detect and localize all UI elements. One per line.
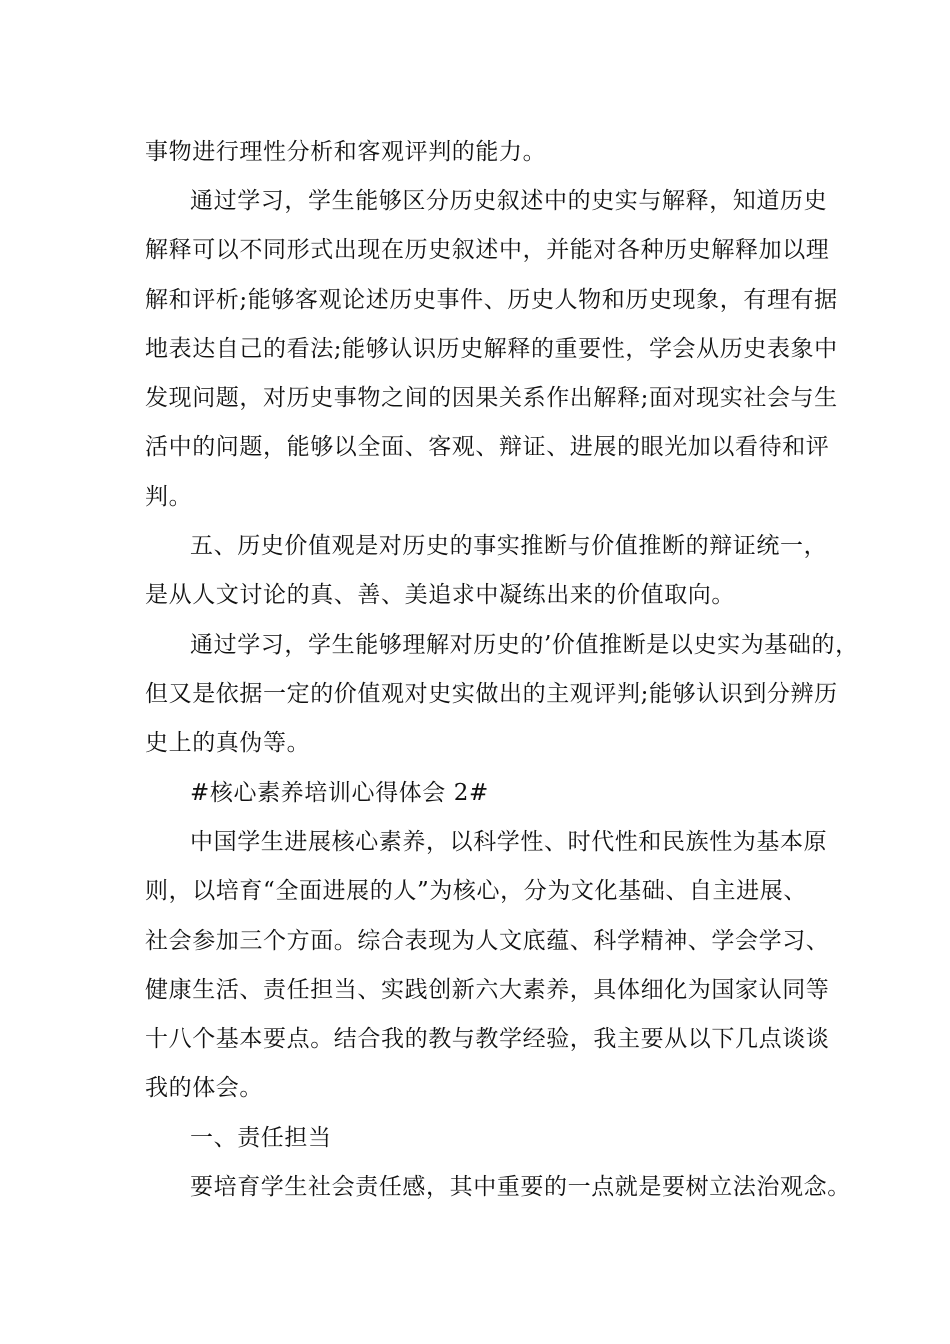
text-line: 史上的真伪等。 <box>145 730 311 756</box>
text-line: 判。 <box>145 484 193 510</box>
article-title: #核心素养培训心得体会 2# <box>190 780 489 806</box>
text-line: 但又是依据一定的价值观对史实做出的主观评判;能够认识到分辨历 <box>145 681 838 707</box>
text-line: 健康生活、责任担当、实践创新六大素养，具体细化为国家认同等 <box>145 977 830 1003</box>
paragraph-start-line: 要培育学生社会责任感，其中重要的一点就是要树立法治观念。 <box>190 1174 851 1200</box>
section-heading-line: 一、责任担当 <box>190 1125 332 1151</box>
text-line: 地表达自己的看法;能够认识历史解释的重要性，学会从历史表象中 <box>145 336 838 362</box>
text-line: 社会参加三个方面。综合表现为人文底蕴、科学精神、学会学习、 <box>145 928 830 954</box>
text-line: 活中的问题，能够以全面、客观、辩证、进展的眼光加以看待和评 <box>145 434 830 460</box>
paragraph-start-line: 通过学习，学生能够区分历史叙述中的史实与解释，知道历史 <box>190 188 828 214</box>
text-line: 解和评析;能够客观论述历史事件、历史人物和历史现象，有理有据 <box>145 287 838 313</box>
text-line: 十八个基本要点。结合我的教与教学经验，我主要从以下几点谈谈 <box>145 1026 830 1052</box>
text-line: 我的体会。 <box>145 1075 263 1101</box>
text-line: 解释可以不同形式出现在历史叙述中，并能对各种历史解释加以理 <box>145 237 830 263</box>
text-line: 则，以培育“全面进展的人”为核心，分为文化基础、自主进展、 <box>145 878 807 904</box>
paragraph-start-line: 中国学生进展核心素养，以科学性、时代性和民族性为基本原 <box>190 829 828 855</box>
paragraph-start-line: 通过学习，学生能够理解对历史的’价值推断是以史实为基础的， <box>190 632 859 658</box>
text-line: 是从人文讨论的真、善、美追求中凝练出来的价值取向。 <box>145 582 735 608</box>
section-heading-line: 五、历史价值观是对历史的事实推断与价值推断的辩证统一， <box>190 533 828 559</box>
text-line: 发现问题，对历史事物之间的因果关系作出解释;面对现实社会与生 <box>145 385 838 411</box>
text-line: 事物进行理性分析和客观评判的能力。 <box>145 139 547 165</box>
